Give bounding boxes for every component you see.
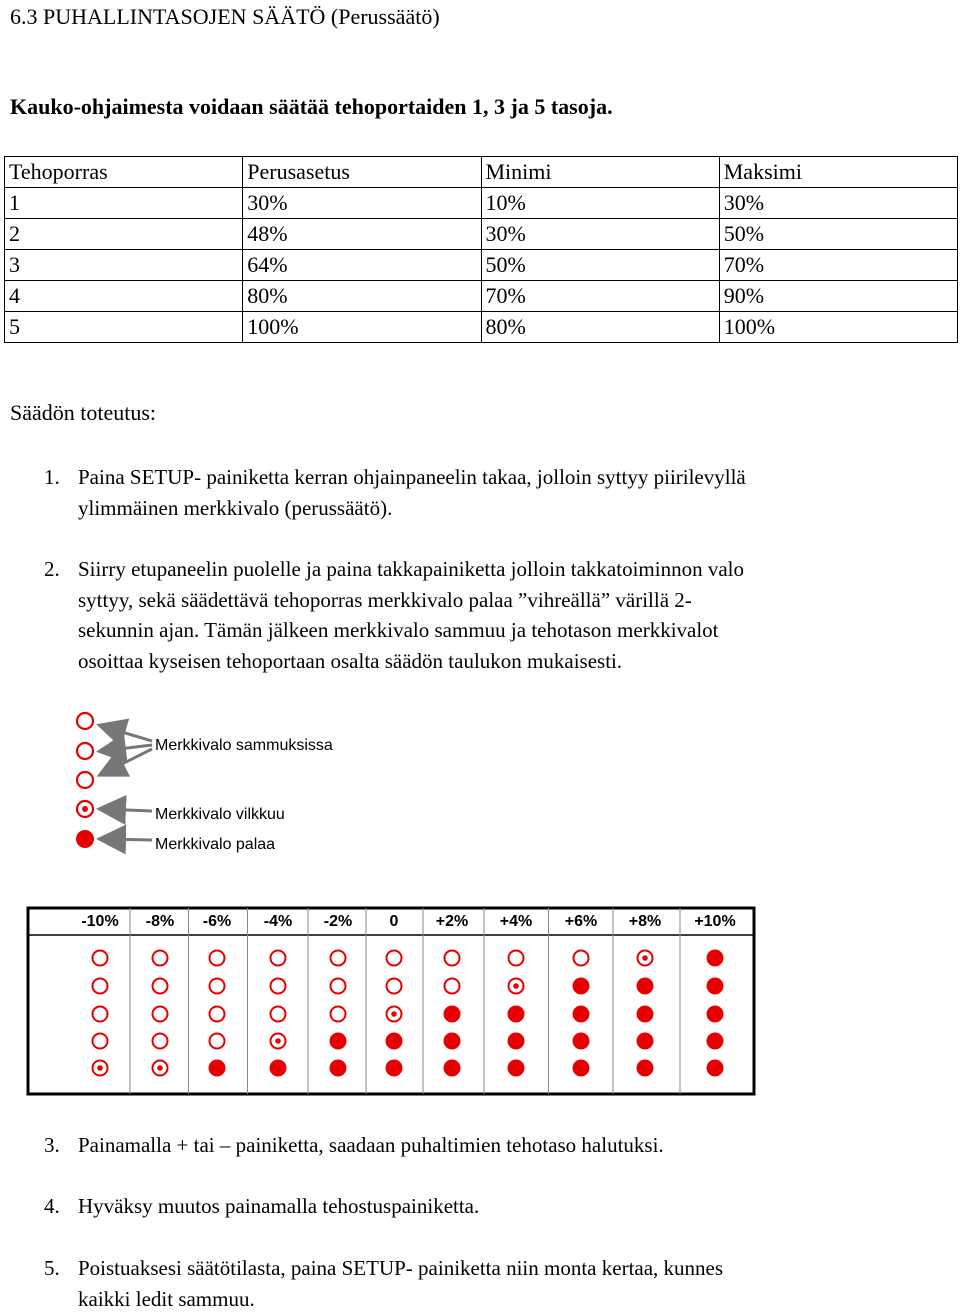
step-1 <box>44 462 944 524</box>
grid-column-label: +8% <box>628 913 662 930</box>
table-cell: 80% <box>481 312 719 343</box>
led-on-icon <box>707 1060 724 1077</box>
led-on-icon <box>707 1033 724 1050</box>
led-off-icon <box>153 979 168 994</box>
table-cell: 5 <box>5 312 243 343</box>
led-on-icon <box>637 978 654 995</box>
table-row <box>5 312 958 343</box>
led-off-icon <box>331 979 346 994</box>
led-on-icon <box>444 1006 461 1023</box>
arrow-icon <box>102 745 152 751</box>
led-off-icon <box>331 951 346 966</box>
led-on-icon <box>637 1033 654 1050</box>
led-blink-icon <box>271 1034 286 1049</box>
table-cell: Minimi <box>481 157 719 188</box>
led-on-icon <box>330 1060 347 1077</box>
led-off-icon <box>77 713 93 729</box>
grid-column-label: -4% <box>263 913 293 930</box>
led-off-icon <box>93 1007 108 1022</box>
table-row <box>5 219 958 250</box>
led-on-icon <box>386 1033 403 1050</box>
step-number: 4. <box>44 1194 60 1218</box>
led-on-icon <box>330 1033 347 1050</box>
table-cell: Perusasetus <box>243 157 481 188</box>
legend-blink-label: Merkkivalo vilkkuu <box>155 806 285 823</box>
step-number: 1. <box>44 465 60 489</box>
led-on-icon <box>573 1006 590 1023</box>
table-row <box>5 188 958 219</box>
led-blink-icon <box>638 951 653 966</box>
table-cell: 3 <box>5 250 243 281</box>
grid-column-label: +2% <box>435 913 469 930</box>
led-off-icon <box>210 1007 225 1022</box>
step-text: Poistuaksesi säätötilasta, paina SETUP- painiketta niin monta kertaa, kunnes kaikki ledit sammuu. <box>78 1256 724 1311</box>
legend-off-label: Merkkivalo sammuksissa <box>155 737 333 754</box>
led-legend <box>60 700 380 870</box>
table-cell: 70% <box>719 250 957 281</box>
led-off-icon <box>153 951 168 966</box>
legend-on-label: Merkkivalo palaa <box>155 836 276 853</box>
led-on-icon <box>707 950 724 967</box>
step-4 <box>44 1191 944 1223</box>
page-heading: 6.3 PUHALLINTASOJEN SÄÄTÖ (Perussäätö) <box>10 4 440 29</box>
step-text: Paina SETUP- painiketta kerran ohjainpaneelin takaa, jolloin syttyy piirilevyllä ylimmäinen merkkivalo (perussäätö). <box>78 465 746 520</box>
grid-column-label: +6% <box>564 913 598 930</box>
step-number: 3. <box>44 1133 60 1157</box>
led-off-icon <box>387 951 402 966</box>
step-text: Painamalla + tai – painiketta, saadaan puhaltimien tehotaso halutuksi. <box>78 1133 664 1157</box>
led-off-icon <box>153 1007 168 1022</box>
settings-table <box>4 156 958 343</box>
table-cell: Maksimi <box>719 157 957 188</box>
led-off-icon <box>77 772 93 788</box>
step-number: 5. <box>44 1256 60 1280</box>
grid-column-label: -8% <box>145 913 175 930</box>
table-cell: 80% <box>243 281 481 312</box>
led-on-icon <box>508 1060 525 1077</box>
led-blink-icon <box>509 979 524 994</box>
arrow-icon <box>102 809 152 811</box>
step-5 <box>44 1253 944 1309</box>
intro-text: Kauko-ohjaimesta voidaan säätää tehoportaiden 1, 3 ja 5 tasoja. <box>10 94 613 119</box>
table-cell: 30% <box>481 219 719 250</box>
led-off-icon <box>331 1007 346 1022</box>
table-cell: 30% <box>243 188 481 219</box>
grid-column-label: +10% <box>694 913 736 930</box>
led-off-icon <box>445 951 460 966</box>
led-off-icon <box>445 979 460 994</box>
led-on-icon <box>573 978 590 995</box>
led-off-icon <box>210 951 225 966</box>
led-blink-icon <box>387 1007 402 1022</box>
led-on-icon <box>444 1033 461 1050</box>
led-off-icon <box>574 951 589 966</box>
table-cell: 64% <box>243 250 481 281</box>
arrow-icon <box>102 839 152 840</box>
led-off-icon <box>210 979 225 994</box>
table-cell: 50% <box>481 250 719 281</box>
step-text: Siirry etupaneelin puolelle ja paina takkapainiketta jolloin takkatoiminnon valo syttyy, sekä säädettävä tehoporras merkkivalo palaa ”vihreällä” värillä 2- sekunnin ajan. Tämän jälkeen merkkivalo sammuu ja tehotason merkkivalot osoittaa kyseisen tehoportaan osalta säädön taulukon mukaisesti. <box>78 557 744 673</box>
led-off-icon <box>93 951 108 966</box>
led-off-icon <box>93 1034 108 1049</box>
led-off-icon <box>271 1007 286 1022</box>
led-off-icon <box>271 951 286 966</box>
led-on-icon <box>637 1006 654 1023</box>
table-row <box>5 281 958 312</box>
led-on-icon <box>508 1033 525 1050</box>
grid-column-label: +4% <box>499 913 533 930</box>
table-cell: 70% <box>481 281 719 312</box>
table-cell: 30% <box>719 188 957 219</box>
table-cell: 1 <box>5 188 243 219</box>
table-cell: 2 <box>5 219 243 250</box>
led-on-icon <box>209 1060 226 1077</box>
led-off-icon <box>271 979 286 994</box>
table-cell: 90% <box>719 281 957 312</box>
step-text: Hyväksy muutos painamalla tehostuspainiketta. <box>78 1194 480 1218</box>
led-on-icon <box>637 1060 654 1077</box>
table-cell: 100% <box>719 312 957 343</box>
led-off-icon <box>77 743 93 759</box>
led-on-icon <box>508 1006 525 1023</box>
table-cell: 10% <box>481 188 719 219</box>
table-row <box>5 250 958 281</box>
led-adjustment-grid <box>0 900 960 1100</box>
table-cell: 100% <box>243 312 481 343</box>
step-number: 2. <box>44 557 60 581</box>
table-cell: 50% <box>719 219 957 250</box>
arrow-icon <box>102 749 152 774</box>
led-blink-icon <box>77 801 93 817</box>
step-3 <box>44 1130 944 1162</box>
grid-column-label: 0 <box>389 913 399 930</box>
led-on-icon <box>270 1060 287 1077</box>
table-header-row <box>5 157 958 188</box>
grid-column-label: -6% <box>202 913 232 930</box>
led-blink-icon <box>153 1061 168 1076</box>
table-cell: Tehoporras <box>5 157 243 188</box>
led-blink-icon <box>93 1061 108 1076</box>
led-off-icon <box>509 951 524 966</box>
step-2 <box>44 554 944 678</box>
arrow-icon <box>102 726 152 741</box>
led-off-icon <box>153 1034 168 1049</box>
led-on-icon <box>573 1060 590 1077</box>
led-off-icon <box>93 979 108 994</box>
grid-column-label: -10% <box>81 913 119 930</box>
led-on-icon <box>386 1060 403 1077</box>
led-off-icon <box>210 1034 225 1049</box>
led-on-icon <box>707 978 724 995</box>
led-on-icon <box>573 1033 590 1050</box>
led-on-icon <box>707 1006 724 1023</box>
led-on-icon <box>76 830 94 848</box>
table-cell: 4 <box>5 281 243 312</box>
grid-column-label: -2% <box>323 913 353 930</box>
led-off-icon <box>387 979 402 994</box>
section-title: Säädön toteutus: <box>10 400 157 425</box>
led-on-icon <box>444 1060 461 1077</box>
table-cell: 48% <box>243 219 481 250</box>
